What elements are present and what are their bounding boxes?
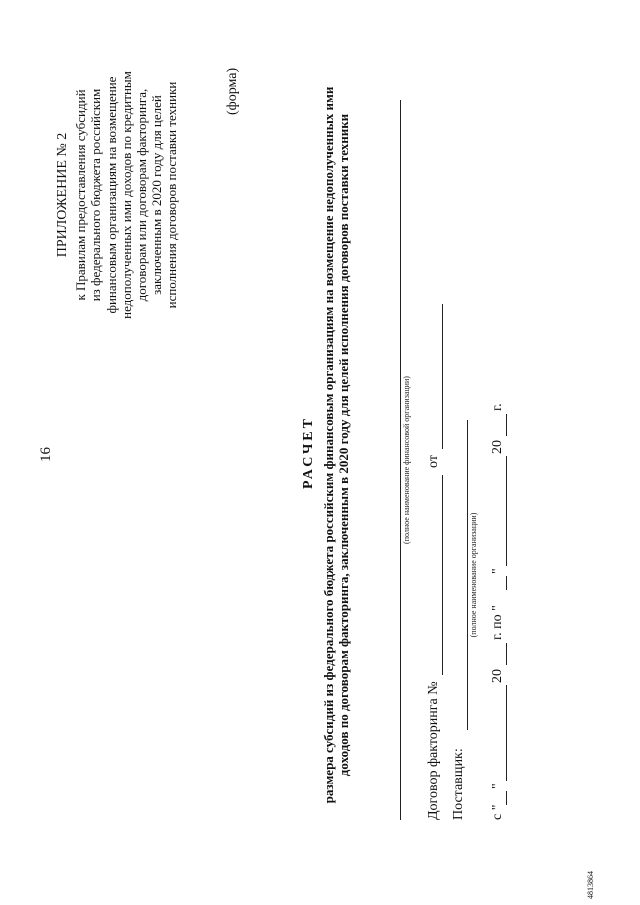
organization-hint: (полное наименование финансовой организации) (402, 376, 411, 544)
supplier-hint: (полное наименование организации) (469, 512, 478, 638)
period-year-prefix-2: 20 (490, 440, 505, 454)
appendix-line: исполнения договоров поставки техники (164, 81, 180, 309)
appendix-heading: ПРИЛОЖЕНИЕ № 2 (55, 132, 70, 258)
appendix-block (55, 45, 180, 345)
document-title: РАСЧЕТ (301, 416, 316, 489)
appendix-line: договорам или договорам факторинга, (134, 88, 150, 302)
period-year-prefix: 20 (490, 669, 505, 683)
factoring-number-line (442, 475, 443, 675)
period-quote: " (490, 783, 505, 789)
period-month-line (506, 685, 507, 781)
form-label: (форма) (225, 67, 240, 115)
organization-name-line (400, 100, 401, 820)
period-year-line-2 (506, 414, 507, 436)
period-quote-2: " (490, 568, 505, 574)
period-to-label: г. по " (490, 605, 505, 640)
appendix-line: из федерального бюджета российским (88, 88, 104, 302)
factoring-date-line (442, 304, 443, 449)
period-end-label: г. (490, 403, 505, 411)
appendix-line: заключенным в 2020 году для целей (149, 95, 165, 295)
period-day-line (506, 791, 507, 805)
subtitle-line: доходов по договорам факторинга, заключенным в 2020 году для целей исполнения договоров поставки техники (335, 113, 351, 777)
document-subtitle (322, 25, 351, 865)
appendix-line: недополученных ими доходов по кредитным (118, 71, 134, 319)
page-number: 16 (38, 447, 54, 462)
period-month-line-2 (506, 456, 507, 566)
supplier-label: Поставщик: (451, 748, 466, 820)
document-code: 4813864 (586, 871, 595, 899)
factoring-label: Договор факторинга № (426, 681, 441, 820)
from-label: от (426, 455, 441, 468)
subtitle-line: размера субсидий из федерального бюджета российским финансовым организациям на возмещение недополученных ими (321, 86, 336, 804)
period-year-line (506, 643, 507, 665)
appendix-line: финансовым организациям на возмещение (103, 76, 119, 314)
period-prefix: с " (490, 804, 505, 820)
supplier-line (467, 420, 468, 730)
appendix-line: к Правилам предоставления субсидий (73, 89, 89, 301)
period-day-line-2 (506, 576, 507, 590)
